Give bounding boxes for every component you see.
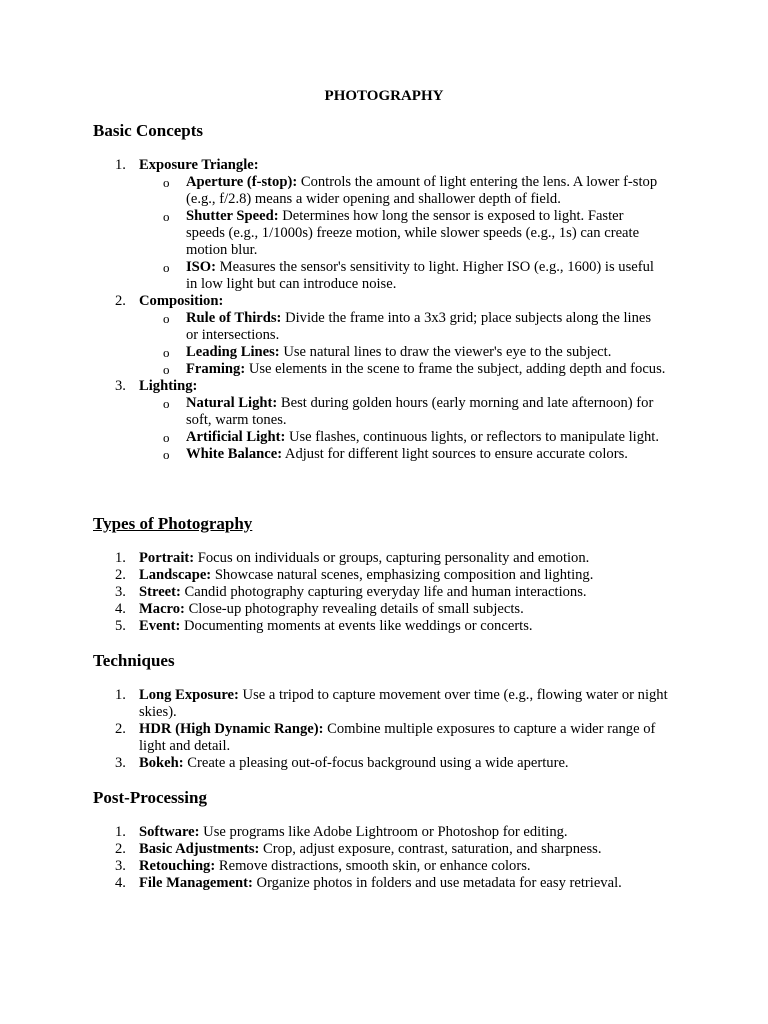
list-number: 1. xyxy=(115,824,126,840)
item-text: Use flashes, continuous lights, or reflectors to manipulate light. xyxy=(285,429,659,445)
item-label: Landscape: xyxy=(139,567,212,583)
sub-list-item-natural-light xyxy=(139,395,666,429)
item-label: File Management: xyxy=(139,875,253,891)
list-number: 2. xyxy=(115,721,126,737)
item-label: Long Exposure: xyxy=(139,687,239,703)
item-text: Use a tripod to capture movement over time (e.g., flowing water or night skies). xyxy=(139,687,668,720)
list-item-hdr xyxy=(93,721,675,755)
list-number: 3. xyxy=(115,584,126,600)
types-of-photography-list xyxy=(93,550,693,635)
item-label: Shutter Speed: xyxy=(186,208,279,224)
item-text: Determines how long the sensor is exposed to light. Faster speeds (e.g., 1/1000s) freeze motion, while slower speeds (e.g., 1s) can create motion blur. xyxy=(186,208,640,258)
item-label: Aperture (f-stop): xyxy=(186,174,298,190)
item-label: Rule of Thirds: xyxy=(186,310,282,326)
document-title: PHOTOGRAPHY xyxy=(324,88,444,104)
item-text: Divide the frame into a 3x3 grid; place subjects along the lines or intersections. xyxy=(186,310,652,343)
list-number: 1. xyxy=(115,550,126,566)
list-item-event xyxy=(93,618,693,635)
list-item-composition xyxy=(93,293,693,378)
list-item-lighting xyxy=(93,378,693,463)
item-text: Candid photography capturing everyday life and human interactions. xyxy=(180,584,587,600)
sub-list-item-leading-lines xyxy=(139,344,666,361)
sub-list-item-shutter-speed xyxy=(139,208,666,259)
section-heading-techniques: Techniques xyxy=(93,651,175,670)
list-item-bokeh xyxy=(93,755,675,772)
list-item-portrait xyxy=(93,550,693,567)
bullet-marker: o xyxy=(163,209,170,224)
item-label: Exposure Triangle: xyxy=(139,157,259,173)
item-text: Organize photos in folders and use metadata for easy retrieval. xyxy=(252,875,622,891)
list-number: 2. xyxy=(115,567,126,583)
item-label: Lighting: xyxy=(139,378,198,394)
list-number: 4. xyxy=(115,601,126,617)
item-label: Framing: xyxy=(186,361,246,377)
list-number: 1. xyxy=(115,157,126,173)
item-label: Street: xyxy=(139,584,181,600)
sub-list-item-rule-of-thirds xyxy=(139,310,666,344)
bullet-marker: o xyxy=(163,345,170,360)
list-number: 1. xyxy=(115,687,126,703)
item-text: Focus on individuals or groups, capturing personality and emotion. xyxy=(194,550,590,566)
sub-list-item-artificial-light xyxy=(139,429,666,446)
bullet-marker: o xyxy=(163,175,170,190)
item-label: White Balance: xyxy=(186,446,283,462)
item-label: Retouching: xyxy=(139,858,216,874)
list-number: 2. xyxy=(115,841,126,857)
list-item-exposure-triangle xyxy=(93,157,693,293)
item-text: Use elements in the scene to frame the subject, adding depth and focus. xyxy=(245,361,666,377)
item-label: Artificial Light: xyxy=(186,429,286,445)
item-label: Basic Adjustments: xyxy=(139,841,260,857)
bullet-marker: o xyxy=(163,447,170,462)
item-text: Measures the sensor's sensitivity to light. Higher ISO (e.g., 1600) is useful in low light but can introduce noise. xyxy=(186,259,654,292)
bullet-marker: o xyxy=(163,362,170,377)
techniques-list xyxy=(93,687,693,772)
bullet-marker: o xyxy=(163,260,170,275)
item-text: Adjust for different light sources to ensure accurate colors. xyxy=(282,446,628,462)
item-text: Best during golden hours (early morning and late afternoon) for soft, warm tones. xyxy=(186,395,654,428)
sub-list xyxy=(139,395,693,463)
item-label: Macro: xyxy=(139,601,185,617)
item-label: Portrait: xyxy=(139,550,195,566)
list-number: 5. xyxy=(115,618,126,634)
bullet-marker: o xyxy=(163,311,170,326)
item-text: Use natural lines to draw the viewer's eye to the subject. xyxy=(279,344,612,360)
item-label: Composition: xyxy=(139,293,224,309)
item-text: Remove distractions, smooth skin, or enhance colors. xyxy=(215,858,531,874)
list-number: 3. xyxy=(115,378,126,394)
item-text: Create a pleasing out-of-focus background using a wide aperture. xyxy=(183,755,569,771)
item-label: Software: xyxy=(139,824,200,840)
list-item-landscape xyxy=(93,567,693,584)
item-label: Natural Light: xyxy=(186,395,278,411)
sub-list xyxy=(139,174,693,293)
sub-list-item-framing xyxy=(139,361,666,378)
item-label: Event: xyxy=(139,618,181,634)
item-label: Bokeh: xyxy=(139,755,184,771)
item-label: HDR (High Dynamic Range): xyxy=(139,721,324,737)
list-number: 3. xyxy=(115,858,126,874)
item-text: Close-up photography revealing details of small subjects. xyxy=(184,601,524,617)
list-item-retouching xyxy=(93,858,693,875)
list-item-macro xyxy=(93,601,693,618)
item-text: Crop, adjust exposure, contrast, saturation, and sharpness. xyxy=(259,841,602,857)
sub-list-item-white-balance xyxy=(139,446,666,463)
post-processing-list xyxy=(93,824,693,892)
item-text: Controls the amount of light entering the lens. A lower f-stop (e.g., f/2.8) means a wider opening and shallower depth of field. xyxy=(186,174,658,207)
sub-list-item-aperture xyxy=(139,174,666,208)
list-number: 2. xyxy=(115,293,126,309)
item-label: ISO: xyxy=(186,259,217,275)
item-text: Showcase natural scenes, emphasizing composition and lighting. xyxy=(211,567,594,583)
item-text: Combine multiple exposures to capture a wider range of light and detail. xyxy=(139,721,656,754)
section-heading-types-of-photography: Types of Photography xyxy=(93,514,253,533)
list-number: 3. xyxy=(115,755,126,771)
list-number: 4. xyxy=(115,875,126,891)
list-item-basic-adjustments xyxy=(93,841,693,858)
item-text: Documenting moments at events like weddings or concerts. xyxy=(180,618,533,634)
list-item-street xyxy=(93,584,693,601)
section-heading-post-processing: Post-Processing xyxy=(93,788,207,807)
bullet-marker: o xyxy=(163,396,170,411)
sub-list-item-iso xyxy=(139,259,666,293)
list-item-file-management xyxy=(93,875,693,892)
item-label: Leading Lines: xyxy=(186,344,280,360)
list-item-long-exposure xyxy=(93,687,675,721)
list-item-software xyxy=(93,824,693,841)
item-text: Use programs like Adobe Lightroom or Photoshop for editing. xyxy=(199,824,568,840)
basic-concepts-list xyxy=(93,157,693,463)
bullet-marker: o xyxy=(163,430,170,445)
section-heading-basic-concepts: Basic Concepts xyxy=(93,121,204,140)
sub-list xyxy=(139,310,693,378)
